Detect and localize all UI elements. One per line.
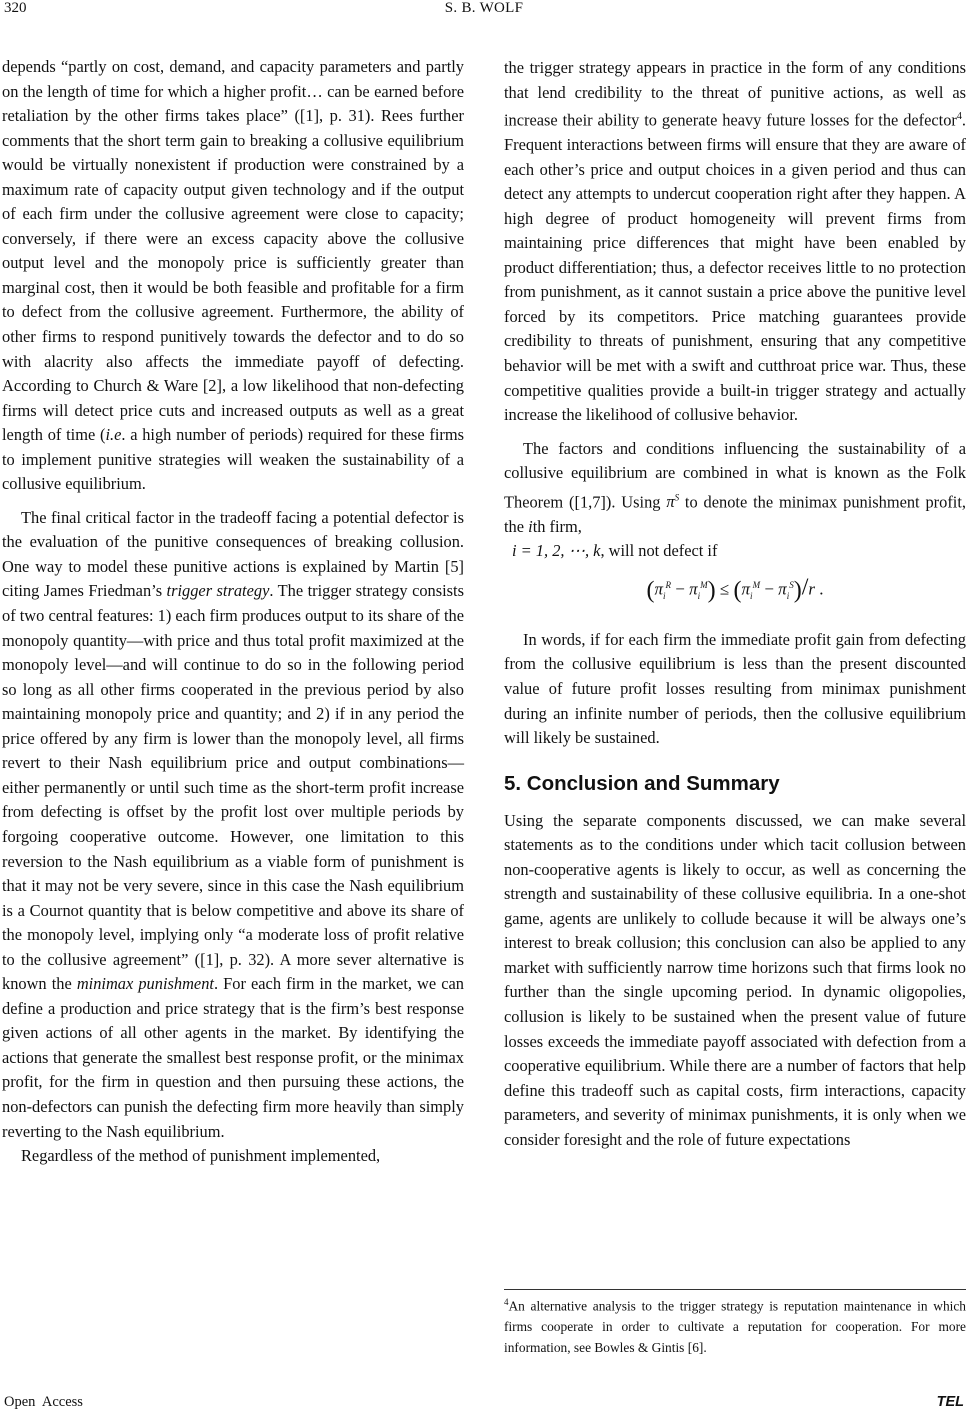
left-paragraph-3: Regardless of the method of punishment implemented,: [21, 1146, 381, 1166]
page-header: [0, 0, 968, 26]
left-paragraph-1: depends “partly on cost, demand, and capacity parameters and partly on the length of time for which a higher profit… can be earned before retaliation by the other firms takes place” ([1], p. 31). Rees further comments that the short term gain to breaking a collusive equilibrium would be virtually nonexistent if production were constrained by a maximum rate of capacity output given technology and if the output of each firm under the collusive agreement were close to capacity; conversely, if there were an excess capacity above the collusive output level and the monopoly price is sufficiently greater than marginal cost, then it would be both feasible and profitable for a firm to defect from the collusive agreement. Furthermore, the ability of other firms to respond punitively towards the defector and to do so with alacrity also affects the immediate payoff of defecting. According to Church & Ware [2], a low likelihood that non-defecting firms will detect price cuts and increased outputs as well as a great length of time (i.e. a high number of periods) required for these firms to implement punitive strategies will weaken the sustainability of a collusive equilibrium.: [2, 57, 464, 494]
open-access-label: Open Access: [4, 1394, 83, 1410]
folk-theorem-formula: $(\pi_i^R - \pi_i^M) \le (\pi_i^M - \pi_i^S)/r$ .: [646, 574, 824, 604]
right-paragraph-3: In words, if for each firm the immediate profit gain from defecting from the collusive equilibrium is less than the present discounted value of future profit losses resulting from minimax punishment during an infinite number of periods, then the collusive equilibrium will likely be sustained.: [504, 629, 966, 748]
right-paragraph-1: the trigger strategy appears in practice in the form of any conditions that lend credibility to the threat of punitive actions, as well as increase their ability to generate heavy future losses for the defector$^4$. Frequent interactions between firms will ensure that they are aware of each other’s price and output choices in a given period and thus can detect any attempts to undercut cooperation right after they happen. A high degree of product homogeneity will prevent firms from maintaining price differences that might have been enabled by product differentiation; thus, a defector receives little to no protection from punishment, as it cannot sustain a price above the punitive level forced by its competitors. Price matching guarantees provide credibility to threats of punishment, ensuring that any competitive behavior will be met with a swift and cutthroat price war. Thus, these competitive qualities provide a built-in trigger strategy and actually increase the likelihood of collusive behavior.: [504, 58, 966, 425]
page-number: 320: [4, 0, 27, 16]
page-footer: [4, 1394, 964, 1411]
footnote-divider: [504, 1289, 966, 1290]
left-paragraph-2: The final critical factor in the tradeoff facing a potential defector is the evaluation of the punitive consequences of breaking collusion. One way to model these punitive actions is explained by Martin [5] citing James Friedman’s trigger strategy. The trigger strategy consists of two central features: 1) each firm produces output to its share of the monopoly quantity—with price and thus total profit maximized at the monopoly level—and will continue to do so in the following period so long as all other firms cooperated in the previous period by also maintaining monopoly price and quantity; and 2) if in any period the price offered by any firm is lower than the monopoly level, all firms revert to their Nash equilibrium price and output combinations—either permanently or until such time as the short-term profit increase from defecting is offset by the profit lost over multiple periods by forgoing cooperative outcome. However, one limitation to this reversion to the Nash equilibrium as a viable form of punishment is that it may not be very severe, since in this case the Nash equilibrium is a Cournot quantity that is below competitive and above its share of the monopoly level, implying only “a moderate loss of profit relative to the collusive agreement” ([1], p. 32). A more sever alternative is known the minimax punishment. For each firm in the market, we can define a production and price strategy that is the firm’s best response given actions of all other agents in the market. By identifying the actions that generate the smallest best response profit, or the minimax profit, for the firm in question and then pursuing these actions, the non-defectors can punish the defecting firm more heavily than simply reverting to the Nash equilibrium.: [2, 507, 465, 1141]
left-column: [2, 55, 464, 1169]
footnote: $^4$An alternative analysis to the trigger strategy is reputation maintenance in which firms cooperate in order to cultivate a reputation for cooperation. For more information, see Bowles & Gintis [6].: [504, 1297, 966, 1356]
running-head: S. B. WOLF: [444, 0, 524, 16]
right-column: [504, 56, 966, 1152]
right-paragraph-4: Using the separate components discussed, we can make several statements as to the conditions under which tacit collusion between non-cooperative agents is likely to occur, as well as concerning the strength and sustainability of these collusive equilibria. In a one-shot game, agents are unlikely to collude because it will be always one’s interest to break collusion; this conclusion can also be applied to any market with sufficiently narrow time horizons such that firms look no further than the single upcoming period. In dynamic oligopolies, collusion is likely to be sustained when the present value of future losses exceeds the immediate payoff associated with defection from a cooperative equilibrium. While there are a number of factors that help define this tradeoff such as capital costs, firm interactions, capacity parameters, and severity of minimax punishments, it is only when we consider foresight and the role of future expectations: [504, 810, 966, 1149]
journal-name: TEL: [936, 1394, 964, 1410]
index-range: i = 1, 2, ⋯, k: [512, 541, 601, 561]
footnote-ref: 4: [956, 111, 962, 123]
right-paragraph-2: The factors and conditions influencing the sustainability of a collusive equilibrium are combined in what is known as the Folk Theorem ([1,7]). Using $\pi^S$ to denote the minimax punishment profit, the ith firm, i = 1, 2, ⋯, k, will not defect if: [504, 438, 966, 561]
section-heading: 5. Conclusion and Summary: [504, 771, 780, 795]
pi-symbol: $\pi^S$: [666, 492, 680, 512]
